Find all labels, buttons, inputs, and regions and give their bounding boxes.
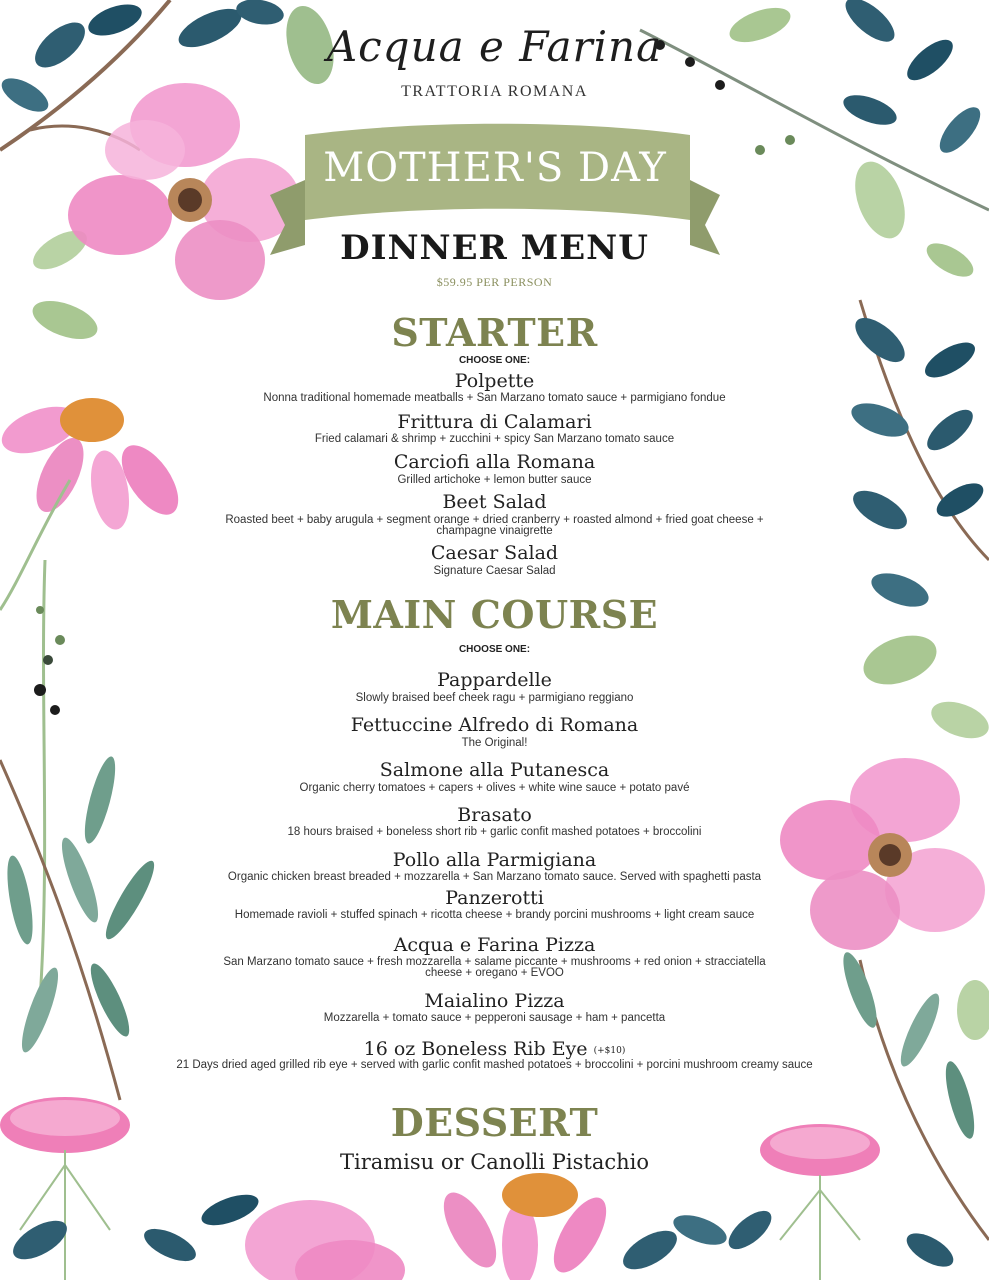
main-item-desc: Mozzarella + tomato sauce + pepperoni sausage + ham + pancetta bbox=[323, 1012, 666, 1024]
starter-item-desc: Fried calamari & shrimp + zucchini + spicy San Marzano tomato sauce bbox=[314, 433, 675, 445]
starter-item-desc: Nonna traditional homemade meatballs + San Marzano tomato sauce + parmigiano fondue bbox=[263, 392, 726, 404]
starter-item-name: Carciofi alla Romana bbox=[393, 451, 596, 473]
main-item-name: Panzerotti bbox=[445, 887, 544, 909]
main-item-desc: Organic cherry tomatoes + capers + olives + white wine sauce + potato pavé bbox=[299, 782, 690, 794]
starter-item-name: Beet Salad bbox=[442, 491, 547, 513]
main-item-name: Pollo alla Parmigiana bbox=[392, 849, 597, 871]
main-item-desc: 18 hours braised + boneless short rib + garlic confit mashed potatoes + broccolini bbox=[287, 826, 702, 838]
main-item-desc: 21 Days dried aged grilled rib eye + served with garlic confit mashed potatoes + broccolini + porcini mushroom creamy sauce bbox=[176, 1059, 813, 1071]
price-per-person: $59.95 PER PERSON bbox=[436, 275, 553, 289]
restaurant-subtitle: TRATTORIA ROMANA bbox=[401, 83, 588, 100]
starter-item-desc: Roasted beet + baby arugula + segment orange + dried cranberry + roasted almond + fried goat cheese + champagne vinaigrette bbox=[225, 514, 764, 537]
main-item-name: Brasato bbox=[457, 804, 532, 826]
main-choose-note: CHOOSE ONE: bbox=[458, 644, 531, 655]
starter-choose-note: CHOOSE ONE: bbox=[458, 355, 531, 366]
dessert-heading: DESSERT bbox=[390, 1100, 599, 1145]
main-item-desc: Organic chicken breast breaded + mozzarella + San Marzano tomato sauce. Served with spaghetti pasta bbox=[227, 871, 762, 883]
restaurant-logo: Acqua e Farina bbox=[326, 22, 663, 71]
starter-item-desc: Grilled artichoke + lemon butter sauce bbox=[397, 474, 592, 486]
main-item-desc: Homemade ravioli + stuffed spinach + ricotta cheese + brandy porcini mushrooms + light cream sauce bbox=[234, 909, 755, 921]
main-item-name: Maialino Pizza bbox=[424, 990, 565, 1012]
starter-item-name: Polpette bbox=[454, 370, 535, 392]
starter-heading: STARTER bbox=[391, 310, 598, 355]
dessert-item: Tiramisu or Canolli Pistachio bbox=[339, 1150, 650, 1174]
main-item-desc: The Original! bbox=[461, 737, 528, 749]
main-item-name: Fettuccine Alfredo di Romana bbox=[350, 714, 639, 736]
main-item-name: Pappardelle bbox=[437, 669, 552, 691]
main-item-desc: Slowly braised beef cheek ragu + parmigiano reggiano bbox=[355, 692, 634, 704]
main-course-heading: MAIN COURSE bbox=[330, 592, 659, 637]
main-item-name: Salmone alla Putanesca bbox=[379, 759, 610, 781]
main-item-desc: San Marzano tomato sauce + fresh mozzarella + salame piccante + mushrooms + red onion + stracciatella cheese + oregano + EVOO bbox=[223, 956, 766, 979]
main-item-name: Acqua e Farina Pizza bbox=[393, 934, 596, 956]
main-item-name: 16 oz Boneless Rib Eye bbox=[363, 1038, 588, 1060]
surcharge-note: (+$10) bbox=[593, 1046, 626, 1056]
starter-item-name: Caesar Salad bbox=[430, 542, 559, 564]
menu-title: DINNER MENU bbox=[340, 228, 649, 268]
starter-item-desc: Signature Caesar Salad bbox=[433, 565, 556, 577]
starter-item-name: Frittura di Calamari bbox=[397, 411, 592, 433]
banner-title: MOTHER'S DAY bbox=[323, 145, 667, 191]
